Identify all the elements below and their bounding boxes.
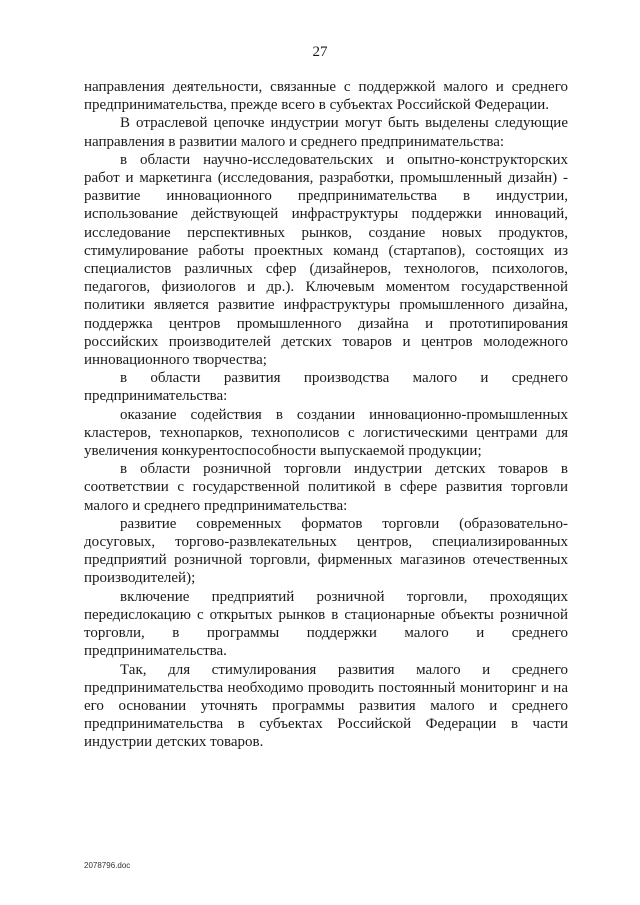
document-body: [84, 78, 568, 752]
paragraph: Так, для стимулирования развития малого и среднего предпринимательства необходимо проводить постоянный мониторинг и на его основании уточнять программы развития малого и среднего предпринимательства в субъектах Российской Федерации в части индустрии детских товаров.: [84, 661, 568, 751]
paragraph: В отраслевой цепочке индустрии могут быть выделены следующие направления в развитии малого и среднего предпринимательства:: [84, 115, 568, 150]
paragraph: включение предприятий розничной торговли, проходящих передислокацию с открытых рынков в стационарные объекты розничной торговли, в программы поддержки малого и среднего предпринимательства.: [84, 588, 568, 660]
paragraph: в области развития производства малого и среднего предпринимательства:: [84, 370, 568, 405]
paragraph: направления деятельности, связанные с поддержкой малого и среднего предпринимательства, прежде всего в субъектах Российской Федерации.: [84, 79, 568, 114]
paragraph: оказание содействия в создании инновационно-промышленных кластеров, технопарков, технополисов с логистическими центрами для увеличения конкурентоспособности выпускаемой продукции;: [84, 406, 568, 460]
file-name-footer: 2078796.doc: [84, 861, 131, 870]
paragraph: развитие современных форматов торговли (образовательно-досуговых, торгово-развлекательных центров, специализированных предприятий розничной торговли, фирменных магазинов отечественных производителей);: [84, 515, 568, 587]
paragraph: в области научно-исследовательских и опытно-конструкторских работ и маркетинга (исследования, разработки, промышленный дизайн) - развитие инновационного предпринимательства в индустрии, использование действующей инфраструктуры поддержки инноваций, исследование перспективных рынков, создание новых продуктов, стимулирование работы проектных команд (стартапов), состоящих из специалистов различных сфер (дизайнеров, технологов, психологов, педагогов, физиологов и др.). Ключевым моментом государственной политики является развитие инфраструктуры промышленного дизайна, поддержка центров промышленного дизайна и прототипирования российских производителей детских товаров и центров молодежного инновационного творчества;: [84, 151, 568, 369]
page-number: 27: [312, 44, 328, 60]
paragraph: в области розничной торговли индустрии детских товаров в соответствии с государственной политикой в сфере развития торговли малого и среднего предпринимательства:: [84, 461, 568, 514]
